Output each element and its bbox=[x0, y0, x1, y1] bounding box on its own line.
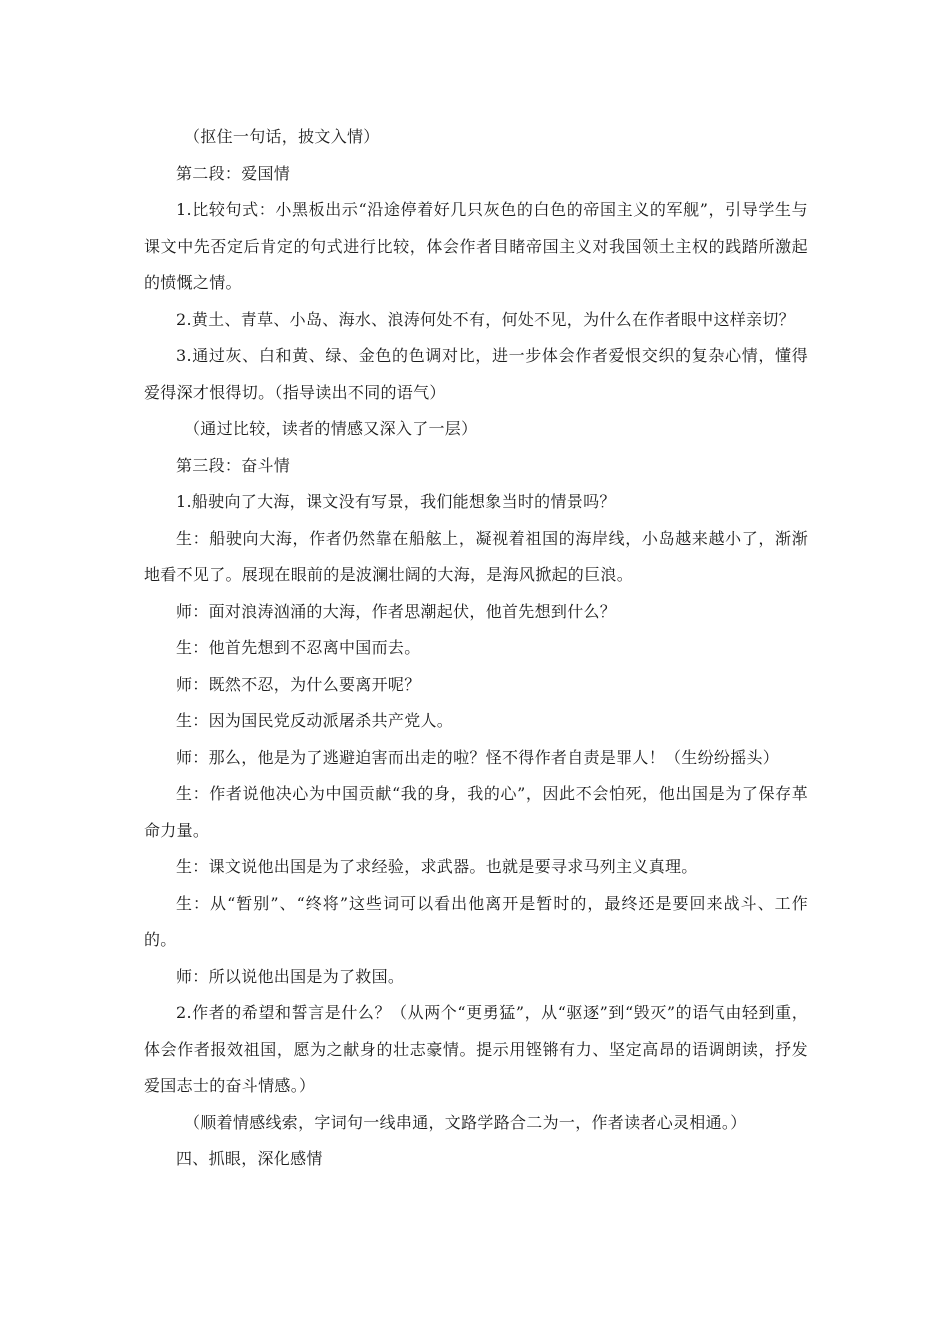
section-heading: 四、抓眼，深化感情 bbox=[176, 1149, 323, 1168]
paragraph: 生：课文说他出国是为了求经验，求武器。也就是要寻求马列主义真理。 bbox=[176, 857, 698, 876]
paragraph: 生：因为国民党反动派屠杀共产党人。 bbox=[176, 711, 454, 730]
paragraph: 师：所以说他出国是为了救国。 bbox=[176, 966, 405, 986]
paragraph: 2.黄土、青草、小岛、海水、浪涛何处不有，何处不见，为什么在作者眼中这样亲切？ bbox=[176, 309, 795, 329]
paragraph: 1.比较句式：小黑板出示“沿途停着好几只灰色的白色的帝国主义的军舰”，引导学生与课文中先否定后肯定的句式进行比较，体会作者目睹帝国主义对我国领土主权的践踏所激起的愤慨之情。 bbox=[144, 200, 808, 292]
section-heading: 第二段：爱国情 bbox=[176, 163, 291, 183]
section-heading: 第三段：奋斗情 bbox=[176, 455, 291, 475]
paragraph: 生：船驶向大海，作者仍然靠在船舷上，凝视着祖国的海岸线，小岛越来越小了，渐渐地看不见了。展现在眼前的是波澜壮阔的大海，是海风掀起的巨浪。 bbox=[144, 528, 808, 584]
paragraph: 生：他首先想到不忍离中国而去。 bbox=[176, 638, 421, 657]
paragraph: 2.作者的希望和誓言是什么？（从两个“更勇猛”，从“驱逐”到“毁灭”的语气由轻到重，体会作者报效祖国，愿为之献身的壮志豪情。提示用铿锵有力、坚定高昂的语调朗读，抒发爱国志士的奋斗情感。） bbox=[144, 1003, 808, 1095]
paragraph: （通过比较，读者的情感又深入了一层） bbox=[184, 419, 478, 438]
paragraph: （顺着情感线索，字词句一线串通，文路学路合二为一，作者读者心灵相通。） bbox=[184, 1112, 747, 1132]
paragraph: 生：作者说他决心为中国贡献“我的身，我的心”，因此不会怕死，他出国是为了保存革命力量。 bbox=[144, 784, 808, 840]
paragraph: 师：那么，他是为了逃避迫害而出走的啦？怪不得作者自责是罪人！（生纷纷摇头） bbox=[176, 747, 780, 767]
paragraph: 生：从“暂别”、“终将”这些词可以看出他离开是暂时的，最终还是要回来战斗、工作的。 bbox=[144, 893, 808, 949]
paragraph: 1.船驶向了大海，课文没有写景，我们能想象当时的情景吗？ bbox=[176, 492, 616, 511]
paragraph: 师：面对浪涛汹涌的大海，作者思潮起伏，他首先想到什么？ bbox=[176, 601, 617, 621]
paragraph: 师：既然不忍，为什么要离开呢？ bbox=[176, 674, 421, 694]
paragraph: 3.通过灰、白和黄、绿、金色的色调对比，进一步体会作者爱恨交织的复杂心情，懂得爱得深才恨得切。（指导读出不同的语气） bbox=[144, 346, 808, 402]
paragraph: （抠住一句话，披文入情） bbox=[184, 127, 380, 146]
